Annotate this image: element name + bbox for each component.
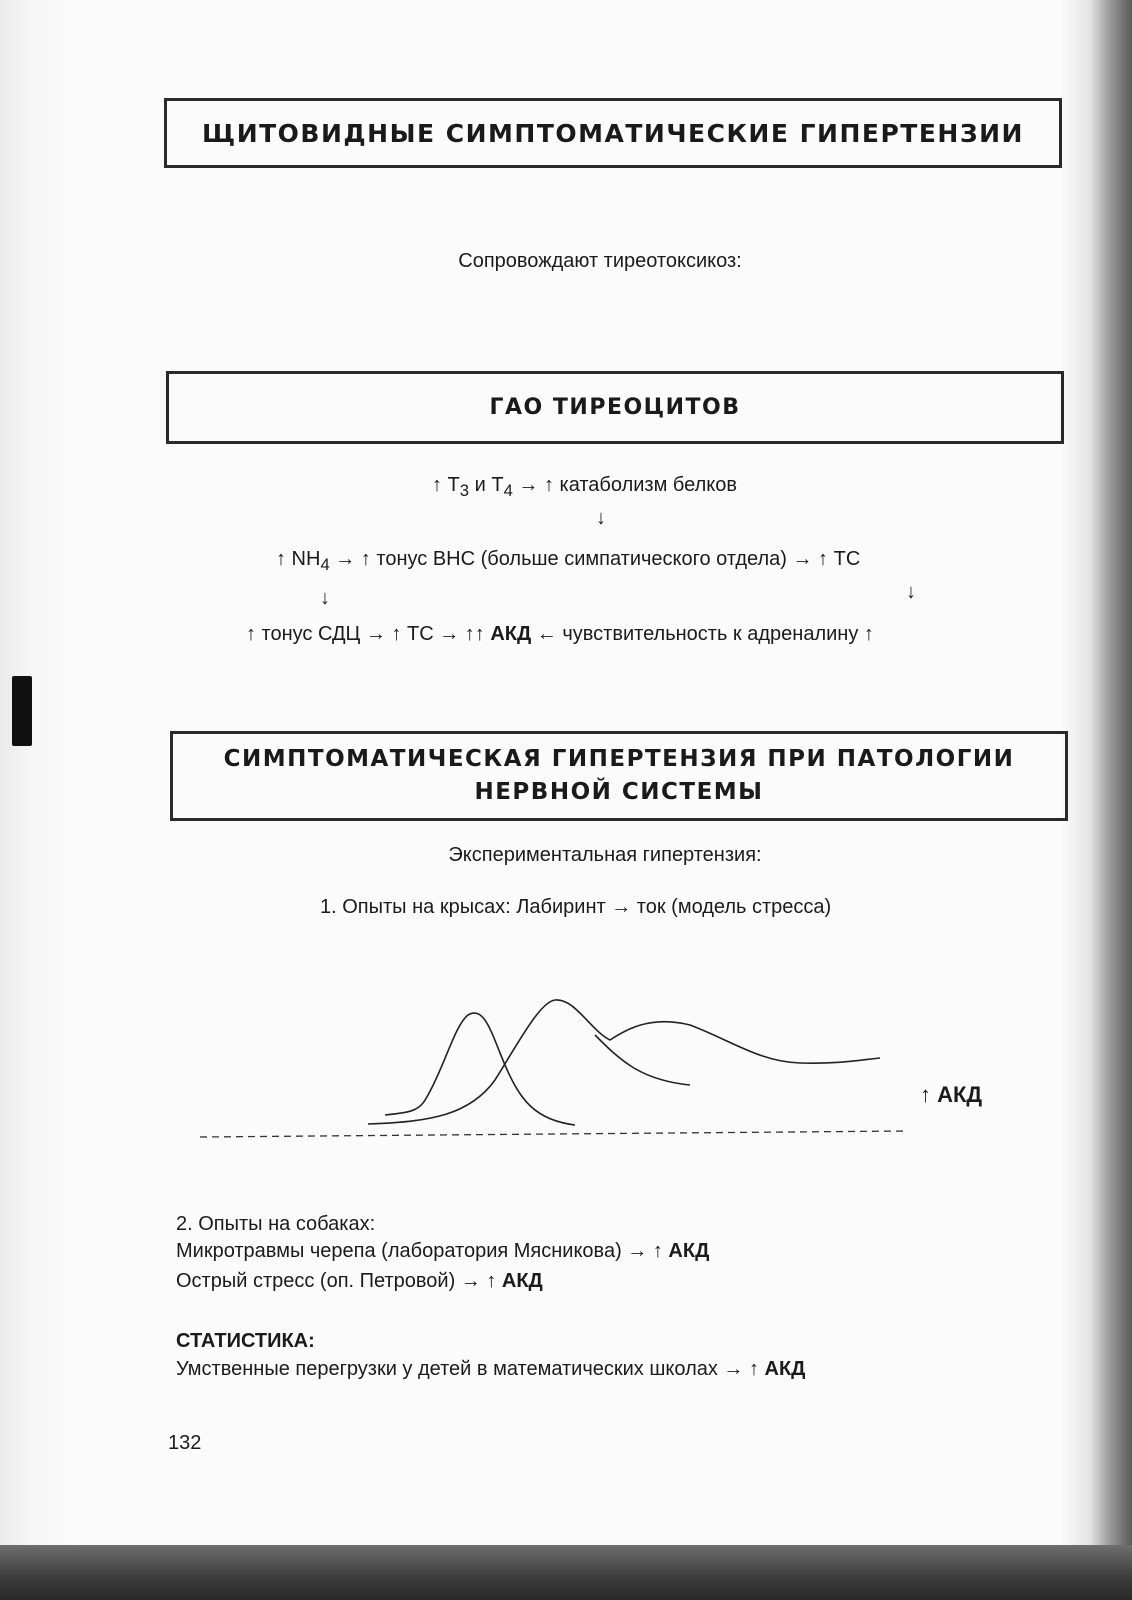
intro-text: Сопровождают тиреотоксикоз:	[458, 250, 742, 272]
flow-text: и Т	[469, 474, 504, 496]
statistics-heading: СТАТИСТИКА:	[176, 1330, 315, 1352]
statistics-line-bold: ↑ АКД	[748, 1358, 806, 1380]
subscript: 3	[459, 481, 470, 500]
flow-text: ↑ Т	[432, 474, 460, 496]
statistics-line-text: Умственные перегрузки у детей в математических школах →	[176, 1358, 749, 1380]
dogs-line-1	[176, 1240, 709, 1263]
down-arrow: ↓	[596, 507, 606, 529]
dogs-heading: 2. Опыты на собаках:	[176, 1213, 376, 1235]
section-title-text: ЩИТОВИДНЫЕ СИМПТОМАТИЧЕСКИЕ ГИПЕРТЕНЗИИ	[202, 118, 1024, 148]
graph-label-akd: ↑ АКД	[920, 1082, 983, 1107]
flow-line-1	[432, 474, 737, 501]
dogs-line-text: Микротравмы черепа (лаборатория Мясникова) →	[176, 1240, 653, 1262]
flow-text: ↑ NH	[276, 548, 321, 570]
dogs-line-2	[176, 1270, 543, 1293]
section-title-text: СИМПТОМАТИЧЕСКАЯ ГИПЕРТЕНЗИЯ ПРИ ПАТОЛОГИИ НЕРВНОЙ СИСТЕМЫ	[223, 746, 1015, 805]
section-title-thyroid-hypertension	[164, 98, 1062, 168]
flow-text: → ↑ катаболизм белков	[512, 474, 737, 496]
flow-text-bold: ↑↑ АКД	[464, 623, 532, 645]
subscript: 4	[320, 555, 330, 574]
flow-line-2	[276, 548, 860, 575]
section-title-text: ГАО ТИРЕОЦИТОВ	[489, 395, 741, 420]
flow-line-3	[246, 623, 874, 646]
experiment-heading: Экспериментальная гипертензия:	[448, 844, 762, 866]
experiment-item-rats: 1. Опыты на крысах: Лабиринт → ток (модель стресса)	[320, 896, 832, 918]
section-title-nervous-system	[170, 731, 1068, 821]
subscript: 4	[503, 481, 513, 500]
binding-mark	[12, 676, 32, 746]
section-title-thyrocytes	[166, 371, 1064, 444]
flow-text: ↑ тонус СДЦ → ↑ ТС →	[246, 623, 465, 645]
statistics-line	[176, 1358, 805, 1381]
down-arrow: ↓	[906, 581, 916, 603]
dogs-line-text: Острый стресс (оп. Петровой) →	[176, 1270, 487, 1292]
flow-text: ← чувствительность к адреналину ↑	[531, 623, 874, 645]
scan-background-edge	[0, 1545, 1132, 1600]
page-number: 132	[168, 1432, 202, 1454]
flow-text: → ↑ тонус ВНС (больше симпатического отдела) → ↑ ТС	[329, 548, 861, 570]
dogs-line-bold: ↑ АКД	[652, 1240, 710, 1262]
dogs-line-bold: ↑ АКД	[486, 1270, 543, 1292]
down-arrow: ↓	[320, 587, 330, 609]
